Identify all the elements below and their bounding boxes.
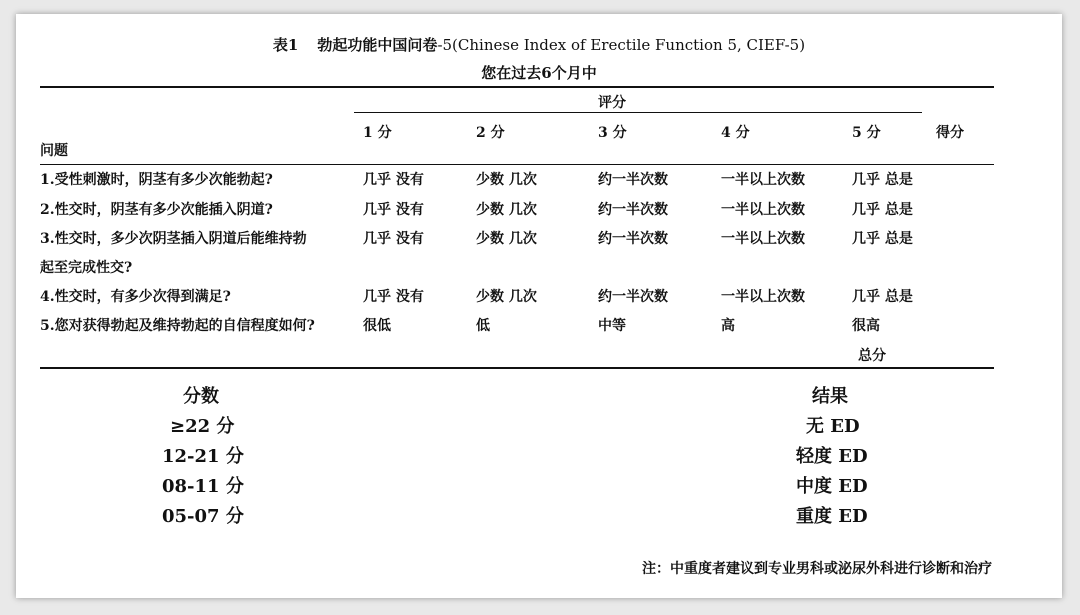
score-header-1: 1 分	[363, 125, 392, 141]
answer-2-5: 几乎 总是	[852, 202, 913, 218]
top-rule	[40, 86, 994, 88]
answer-2-4: 一半以上次数	[721, 202, 805, 218]
answer-5-2: 低	[476, 318, 490, 334]
table-subtitle: 您在过去6个月中	[481, 64, 597, 82]
question-3: 3.性交时，多少次阴茎插入阴道后能维持勃	[40, 231, 307, 247]
table-label: 表1	[272, 36, 299, 54]
answer-3-1: 几乎 没有	[363, 231, 424, 247]
table-name-cn: 勃起功能中国问卷	[317, 36, 438, 54]
result-header: 得分	[936, 125, 964, 141]
group-rule	[354, 112, 922, 113]
answer-5-1: 很低	[363, 318, 391, 334]
question-4: 4.性交时，有多少次得到满足?	[40, 289, 231, 305]
scoring-score-1: ≥22 分	[170, 416, 235, 437]
table-name-en: -5(Chinese Index of Erectile Function 5, CIEF-5)	[437, 36, 806, 54]
answer-1-2: 少数 几次	[476, 172, 537, 188]
score-header-5: 5 分	[852, 125, 881, 141]
answer-1-3: 约一半次数	[598, 172, 668, 188]
answer-3-3: 约一半次数	[598, 231, 668, 247]
score-header-3: 3 分	[598, 125, 627, 141]
total-score-label: 总分	[858, 348, 886, 364]
answer-4-4: 一半以上次数	[721, 289, 805, 305]
header-rule	[40, 164, 994, 165]
scoring-score-header: 分数	[183, 386, 219, 407]
answer-4-1: 几乎 没有	[363, 289, 424, 305]
scoring-score-4: 05-07 分	[162, 506, 244, 527]
answer-5-4: 高	[721, 318, 735, 334]
footnote: 注：中重度者建议到专业男科或泌尿外科进行诊断和治疗	[642, 561, 992, 577]
score-header-4: 4 分	[721, 125, 750, 141]
answer-4-2: 少数 几次	[476, 289, 537, 305]
scoring-result-2: 轻度 ED	[796, 446, 868, 467]
answer-2-3: 约一半次数	[598, 202, 668, 218]
answer-4-5: 几乎 总是	[852, 289, 913, 305]
answer-2-2: 少数 几次	[476, 202, 537, 218]
answer-5-3: 中等	[598, 318, 626, 334]
question-header: 问题	[40, 143, 68, 159]
scoring-result-header: 结果	[812, 386, 848, 407]
scoring-result-4: 重度 ED	[796, 506, 868, 527]
question-1: 1.受性刺激时，阴茎有多少次能勃起?	[40, 172, 273, 188]
scoring-score-2: 12-21 分	[162, 446, 244, 467]
question-5: 5.您对获得勃起及维持勃起的自信程度如何?	[40, 318, 315, 334]
score-header-2: 2 分	[476, 125, 505, 141]
answer-3-4: 一半以上次数	[721, 231, 805, 247]
scoring-result-1: 无 ED	[806, 416, 860, 437]
answer-1-4: 一半以上次数	[721, 172, 805, 188]
answer-3-5: 几乎 总是	[852, 231, 913, 247]
answer-1-5: 几乎 总是	[852, 172, 913, 188]
answer-5-5: 很高	[852, 318, 880, 334]
document-card	[16, 14, 1062, 598]
scoring-score-3: 08-11 分	[162, 476, 244, 497]
score-group-header: 评分	[598, 95, 626, 111]
answer-4-3: 约一半次数	[598, 289, 668, 305]
scoring-result-3: 中度 ED	[796, 476, 868, 497]
question-3-continued: 起至完成性交?	[40, 260, 133, 276]
bottom-rule	[40, 367, 994, 369]
answer-3-2: 少数 几次	[476, 231, 537, 247]
question-2: 2.性交时，阴茎有多少次能插入阴道?	[40, 202, 273, 218]
table-title	[16, 34, 1062, 55]
answer-1-1: 几乎 没有	[363, 172, 424, 188]
answer-2-1: 几乎 没有	[363, 202, 424, 218]
